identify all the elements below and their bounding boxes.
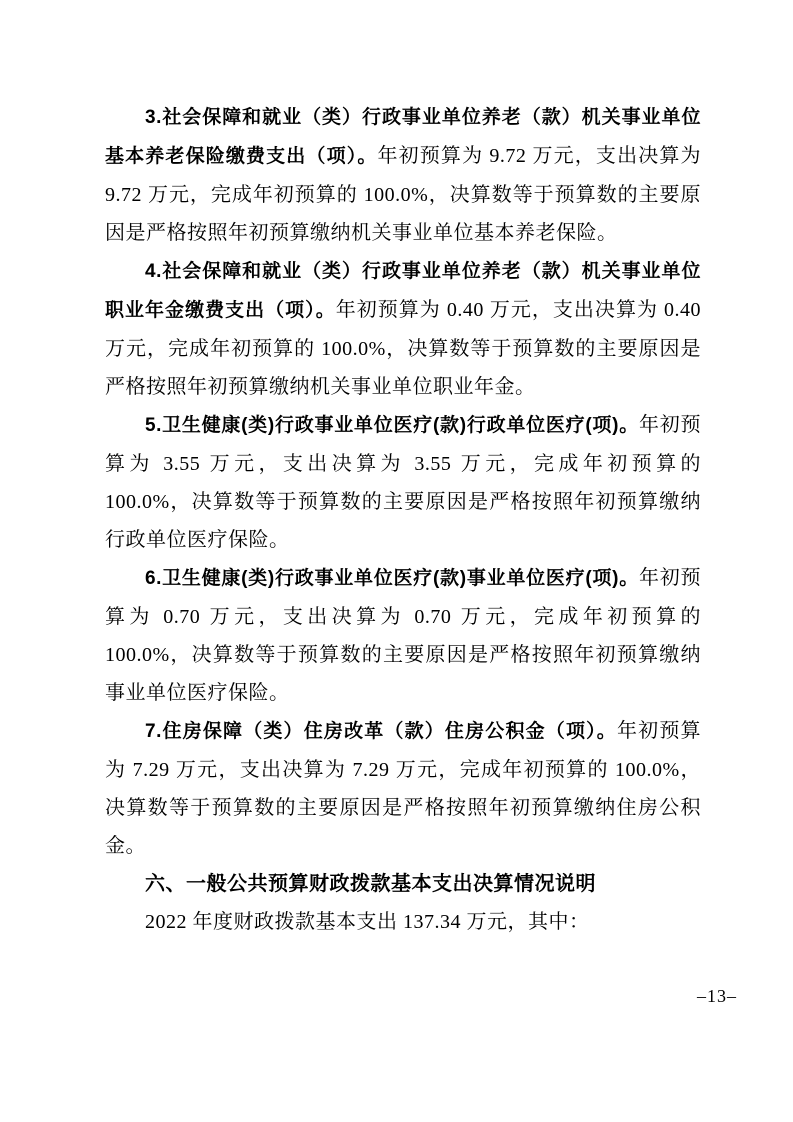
paragraph-text: 年初预算为 7.29 万元，支出决算为 7.29 万元，完成年初预算的 100.0%，决算数等于预算数的主要原因是严格按照年初预算缴纳住房公积金。 [105, 720, 701, 857]
paragraph-lead: 6.卫生健康(类)行政事业单位医疗(款)事业单位医疗(项)。 [145, 568, 640, 589]
paragraph-text: 年初预算为 9.72 万元，支出决算为 9.72 万元，完成年初预算的 100.0%，决算数等于预算数的主要原因是严格按照年初预算缴纳机关事业单位基本养老保险。 [105, 145, 701, 244]
document-body [105, 98, 701, 942]
paragraph-lead: 六、一般公共预算财政拨款基本支出决算情况说明 [145, 873, 596, 895]
paragraph [105, 903, 701, 942]
paragraph [105, 559, 701, 712]
paragraph-text: 年初预算为 0.40 万元，支出决算为 0.40 万元，完成年初预算的 100.0%，决算数等于预算数的主要原因是严格按照年初预算缴纳机关事业单位职业年金。 [105, 299, 701, 398]
page-number: –13– [697, 986, 737, 1006]
paragraph-lead: 5.卫生健康(类)行政事业单位医疗(款)行政单位医疗(项)。 [145, 415, 640, 436]
paragraph [105, 406, 701, 559]
paragraph-lead: 4.社会保障和就业（类）行政事业单位养老（款）机关事业单位职业年金缴费支出（项）。 [105, 261, 701, 321]
paragraph [105, 98, 701, 252]
paragraph-lead: 7.住房保障（类）住房改革（款）住房公积金（项）。 [145, 721, 617, 742]
paragraph [105, 712, 701, 865]
paragraph-text: 2022 年度财政拨款基本支出 137.34 万元，其中： [145, 911, 590, 933]
paragraph-text: 年初预算为 0.70 万元，支出决算为 0.70 万元，完成年初预算的 100.0%，决算数等于预算数的主要原因是严格按照年初预算缴纳事业单位医疗保险。 [105, 567, 702, 704]
paragraph [105, 865, 701, 903]
paragraph-text: 年初预算为 3.55 万元，支出决算为 3.55 万元，完成年初预算的 100.0%，决算数等于预算数的主要原因是严格按照年初预算缴纳行政单位医疗保险。 [105, 414, 702, 551]
paragraph [105, 252, 701, 406]
paragraph-lead: 3.社会保障和就业（类）行政事业单位养老（款）机关事业单位基本养老保险缴费支出（项）。 [105, 107, 701, 167]
